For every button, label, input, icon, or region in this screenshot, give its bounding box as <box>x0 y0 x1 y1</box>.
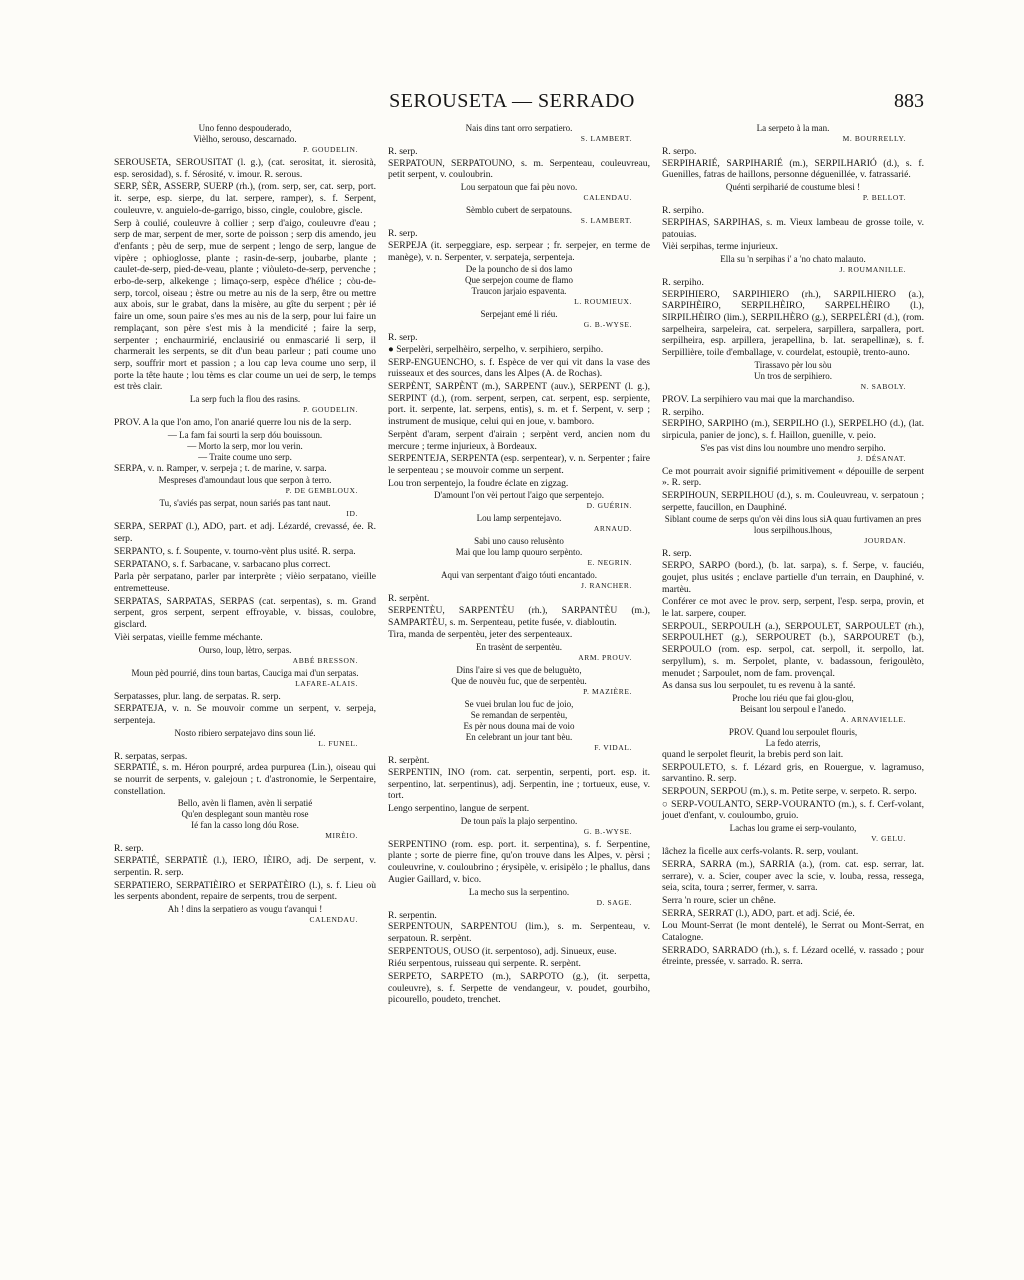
quotation-author: LAFARE-ALAIS. <box>295 678 358 688</box>
quotation-line: Ié fan la casso long dóu Rose. <box>191 820 299 831</box>
etymology-ref: R. serpiho. <box>662 205 704 217</box>
dictionary-entry: SERPENTINO (rom. esp. port. it. serpentina), s. f. Serpentine, plante ; sorte de pierre fine, qu'on trouve dans les Alpes, v. pèrsi ; couleuvrine, v. couloubrino ; érysipèle, v. erisipèlo ; le phallus, dans Augier Gaillard, v. bico. <box>388 838 650 885</box>
quotation-line: Nosto ribiero serpatejavo dins soun lié. <box>174 727 316 738</box>
dictionary-entry: SERPENTIN, INO (rom. cat. serpentin, serpenti, port. esp. it. serpentino, lat. serpentinus), adj. Serpentin, ine ; tortueux, euse, v. tort. <box>388 766 650 802</box>
quotation-author: P. GOUDELIN. <box>303 145 358 154</box>
dictionary-entry: SERPATAS, SARPATAS, SERPAS (cat. serpentas), s. m. Grand serpent, gros serpent, serpent effroyable, v. bissas, coulobre, gisclard. <box>114 595 376 631</box>
dictionary-entry: SERPENTOUN, SARPENTOU (lim.), s. m. Serpenteau, v. serpatoun. R. serpènt. <box>388 921 650 944</box>
dictionary-entry: SERPANTO, s. f. Soupente, v. tourno-vènt plus usité. R. serpa. <box>114 545 356 557</box>
quotation-line: Lou serpatoun que fai pèu novo. <box>460 182 578 193</box>
quotation-author: ID. <box>346 509 358 519</box>
quotation-line: Siblant coume de serps qu'on vèi dins lous siA quau furtivamen an pres lous serpilhous.lhous, <box>664 514 922 536</box>
dictionary-entry: SERPÈNT, SARPÈNT (m.), SARPENT (auv.), SERPENT (l. g.), SERPINT (d.), (rom. serpent, serpen, cat. serpent, esp. serpiente, port. it. serpente, lat. serpens, entis), s. m. et f. Serpent, v. serp ; instrument de musique, celui qui en joue, v. bamboro. <box>388 381 650 428</box>
page-number: 883 <box>894 90 924 112</box>
quotation-author: V. GELU. <box>871 834 906 844</box>
quotation-line: Se remandan de serpentèu, <box>470 710 568 721</box>
dictionary-entry: SERPATIÉ, s. m. Héron pourpré, ardea purpurea (Lin.), oiseau qui se nourrit de serpents, v. galejoun ; t. d'astronomie, le Serpentaire, constellation. <box>114 762 376 797</box>
quotation-author: ARM. PROUV. <box>578 653 632 663</box>
dictionary-entry: As dansa sus lou serpoulet, tu es revenu à la santé. <box>662 680 856 692</box>
dictionary-entry: SERPATEJA, v. n. Se mouvoir comme un serpent, v. serpeja, serpenteja. <box>114 703 376 726</box>
quotation-line: Tirassavo pèr lou sòu <box>754 359 832 370</box>
dictionary-entry: SERRADO, SARRADO (rh.), s. f. Lézard ocellé, v. rassado ; pour étreinte, pressée, v. sarrado. R. serra. <box>662 944 924 968</box>
dictionary-entry: SERPIHARIÉ, SARPIHARIÉ (m.), SERPILHARIÓ (d.), s. f. Guenilles, fatras de haillons, personne déguenillée, v. fatrassarié. <box>662 157 924 181</box>
dictionary-entry: SEROUSETA, SEROUSITAT (l. g.), (cat. serositat, it. sierosità, esp. serosidad), s. f. Sérosité, v. imour. R. serous. <box>114 157 376 180</box>
quotation-author: G. B.-WYSE. <box>583 826 632 836</box>
quotation-line: D'amount l'on vèi pertout l'aigo que serpentejo. <box>433 490 605 501</box>
quotation-author: J. DÉSANAT. <box>857 453 906 463</box>
quotation-author: N. SABOLY. <box>860 381 906 391</box>
dictionary-entry: SERPEJA (it. serpeggiare, esp. serpear ; fr. serpejer, en terme de manège), v. n. Serpenter, v. serpateja, serpenteja. <box>388 239 650 263</box>
quotation-author: CALENDAU. <box>309 914 358 924</box>
quotation-line: Moun pèd pourrié, dins toun bartas, Cauciga mai d'un serpatas. <box>131 667 359 678</box>
quotation-author: ARNAUD. <box>593 524 632 534</box>
dictionary-entry: SERPA, v. n. Ramper, v. serpeja ; t. de marine, v. sarpa. <box>114 462 327 474</box>
quotation-author: L. ROUMIEUX. <box>574 297 632 307</box>
quotation-author: P. DE GEMBLOUX. <box>285 486 358 496</box>
dictionary-entry: Conférer ce mot avec le prov. serp, serpent, l'esp. serpa, provin, et le lat. sarpere, couper. <box>662 596 924 619</box>
dictionary-entry: SERRA, SERRAT (l.), ADO, part. et adj. Scié, ée. <box>662 907 855 919</box>
quotation-line: S'es pas vist dins lou noumbre uno mendro serpiho. <box>700 442 886 453</box>
quotation-line: Ah ! dins la serpatiero as vougu t'avanqui ! <box>167 903 323 914</box>
quotation-line: Serpejant emé li riéu. <box>480 309 558 320</box>
dictionary-entry: Lou Mount-Serrat (le mont dentelé), le Serrat ou Mont-Serrat, en Catalogne. <box>662 920 924 944</box>
quotation-author: J. RANCHER. <box>581 581 632 591</box>
quotation-line: De la pouncho de si dos lamo <box>465 264 573 275</box>
quotation-line: Bello, avèn li flamen, avèn li serpatié <box>177 798 313 809</box>
etymology-ref: R. serpatas, serpas. <box>114 750 188 762</box>
quotation-author: G. B.-WYSE. <box>583 320 632 330</box>
dictionary-entry: SERPOUN, SERPOU (m.), s. m. Petite serpe, v. serpeto. R. serpo. <box>662 786 917 798</box>
quotation-line: La fedo aterris, <box>765 737 821 748</box>
quotation-line: — Traite coume uno serp. <box>198 451 292 462</box>
quotation-author: J. ROUMANILLE. <box>839 264 906 274</box>
quotation-line: Sèmblo cubert de serpatouns. <box>466 205 572 216</box>
dictionary-entry: Lengo serpentino, langue de serpent. <box>388 802 530 814</box>
quotation-line: Dins l'aire si ves que de beluguèto, <box>456 665 582 676</box>
dictionary-entry: SERPIHIERO, SARPIHIERO (rh.), SARPILHIERO (a.), SARPIHÈIRO, SERPILHÈIRO, SARPELHÈIRO (l.), SIRPILHÈIRO (lim.), SERPILHÈRO (g.), SERPELÈRI (d.), (rom. sarpelheira, sarpeleira, cat. serpelera, sarpillera, sarpallera, port. serpilheira, esp. arpillera, jerapellina, b. lat. serapellinæ), s. f. Serpillière, toile d'emballage, v. courdelat, estoupiè, trento-auno. <box>662 288 924 359</box>
dictionary-entry: PROV. A la que l'on amo, l'on anarié querre lou nis de la serp. <box>114 417 352 429</box>
quotation-line: Aqui van serpentant d'aigo tóuti encantado. <box>440 570 598 581</box>
dictionary-entry: SERPATIERO, SERPATIÈIRO et SERPATÈIRO (l.), s. f. Lieu où les serpents abondent, repaire de serpents, trou de serpent. <box>114 879 376 903</box>
quotation-line: En trasènt de serpentèu. <box>476 642 562 653</box>
quotation-line: Uno fenno despouderado, <box>198 123 292 133</box>
quotation-line: Mai que lou lamp quouro serpènto. <box>455 547 583 558</box>
dictionary-entry: Ce mot pourrait avoir signifié primitivement « dépouille de serpent ». R. serp. <box>662 465 924 489</box>
dictionary-entry: SERP-ENGUENCHO, s. f. Espèce de ver qui vit dans la vase des ruisseaux et des sources, dans les Alpes (A. de Rochas). <box>388 356 650 380</box>
dictionary-entry: SERPIHOUN, SERPILHOU (d.), s. m. Couleuvreau, v. serpatoun ; serpette, faucillon, en Dauphiné. <box>662 490 924 513</box>
quotation-line: Traucon jarjaio espaventa. <box>471 286 567 297</box>
dictionary-entry: SERPO, SARPO (bord.), (b. lat. sarpa), s. f. Serpe, v. fauciéu, goujet, plus usités ; enclave partielle d'un terrain, en Dauphiné, v. martèu. <box>662 560 924 595</box>
quotation-line: La serp fuch la flou des rasins. <box>189 394 301 405</box>
dictionary-entry: Vièi serpihas, terme injurieux. <box>662 241 778 253</box>
quotation-author: S. LAMBERT. <box>580 134 632 143</box>
etymology-ref: R. serpiho. <box>662 276 704 288</box>
dictionary-entry: Serpènt d'aram, serpent d'airain ; serpènt verd, ancien nom du mercure ; terme injurieux, à Bordeaux. <box>388 428 650 452</box>
quotation-line: La mecho sus la serpentino. <box>468 886 570 897</box>
quotation-line: Se vuei brulan lou fuc de joio, <box>464 699 574 710</box>
quotation-line: Qu'en desplegant soun mantèu rose <box>181 809 309 820</box>
column-right <box>662 123 924 969</box>
dictionary-entry: Vièi serpatas, vieille femme méchante. <box>114 631 263 643</box>
etymology-ref: R. serp. <box>388 228 418 240</box>
etymology-ref: R. serp. <box>662 548 692 560</box>
quotation-line: Lachas lou grame ei serp-voulanto, <box>729 823 857 834</box>
quotation-line: — Morto la serp, mor lou verin. <box>187 440 303 451</box>
quotation-line: La serpeto à la man. <box>756 123 830 133</box>
dictionary-entry: SERPOULETO, s. f. Lézard gris, en Rouergue, v. lagramuso, sarvantino. R. serp. <box>662 761 924 785</box>
quotation-author: P. BELLOT. <box>862 193 906 203</box>
quotation-line: Proche lou riéu que fai glou-glou, <box>732 692 854 703</box>
quotation-author: JOURDAN. <box>864 536 906 546</box>
quotation-author: MIRÈIO. <box>325 831 358 841</box>
etymology-ref: R. serpo. <box>662 146 697 157</box>
quotation-line: Tu, s'aviés pas serpat, noun sariés pas tant naut. <box>159 498 331 509</box>
etymology-ref: R. serp. <box>388 146 418 157</box>
dictionary-entry: SERPENTÈU, SARPENTÈU (rh.), SARPANTÈU (m.), SAMPARTÈU, s. m. Serpenteau, petite fusée, v. diabloutin. <box>388 605 650 628</box>
dictionary-entry: Serp à coulié, couleuvre à collier ; serp d'aigo, couleuvre d'eau ; serp de mar, serpent de mer, sorte de poisson ; serp dis amendo, jeu d'enfants ; pèu de serp, mue de serpent ; lengo de serp, langue de vipère ; ophioglosse, plante ; rasin-de-serp, joubarbe, plante ; caulet-de-serp, pied-de-veau, plante ; viòuleto-de-serp, pervenche ; erbo-de-serp, alkekenge ; limaço-serp, espèce d'hélice ; còu-de-serp, torcol, oiseau ; èstre ou metre au nis de la serp, être ou mettre aux abois, sur le grabat, dans la misère, au gîte du serpent ; pèr ié faire un ome, soun paire s'es mes au nis de la serp, pour lui faire un remplaçant, son père s'est mis à la mendicité ; faire la serp, serpenter ; enchaurmirié, enclausirié ou enmascarié li serp, il charmerait les serpents, se dit d'un beau parleur ; pati coume uno serp, souffrir mort et passion ; a lou cap leva coume uno serp, il porte la tête haute ; lou tèms es clar coume un uei de serp, le temps est très clair. <box>114 217 376 393</box>
column-left <box>114 123 376 927</box>
quotation-author: P. GOUDELIN. <box>303 405 358 415</box>
quotation-line: Lou lamp serpentejavo. <box>476 513 562 524</box>
quotation-line: Sabi uno causo relusènto <box>474 536 564 547</box>
quotation-line: Quénti serpiharié de coustume blesi ! <box>725 182 861 193</box>
quotation-line: Que de nouvèu fuc, que de serpentèu. <box>451 676 587 687</box>
dictionary-entry: SERPATOUN, SERPATOUNO, s. m. Serpenteau, couleuvreau, petit serpent, v. couloubrin. <box>388 157 650 181</box>
quotation-line: Beisant lou serpoul e l'anedo. <box>740 703 846 714</box>
page-header <box>0 90 1024 118</box>
etymology-ref: R. serpènt. <box>388 755 430 767</box>
dictionary-entry: Serra 'n roure, scier un chêne. <box>662 894 776 906</box>
quotation-line: Vièlho, serouso, descarnado. <box>193 134 297 144</box>
dictionary-entry: SERPETO, SARPETO (m.), SARPOTO (g.), (it. serpetta, couleuvre), s. f. Serpette de vendangeur, v. poudet, gourbiho, picourello, poudeto, trenchet. <box>388 971 650 1006</box>
dictionary-entry: quand le serpolet fleurit, la brebis perd son lait. <box>662 748 844 760</box>
quotation-author: P. MAZIÈRE. <box>583 687 632 697</box>
dictionary-entry: PROV. La serpihiero vau mai que la marchandiso. <box>662 393 855 405</box>
etymology-ref: R. serpènt. <box>388 593 430 605</box>
column-middle <box>388 123 650 1007</box>
quotation-author: A. ARNAVIELLE. <box>840 714 906 724</box>
quotation-author: M. BOURRELLY. <box>842 134 906 143</box>
etymology-ref: R. serp. <box>388 332 418 344</box>
quotation-line: Es pèr nous douna mai de voio <box>463 721 575 732</box>
dictionary-entry: Lou tron serpentejo, la foudre éclate en zigzag. <box>388 477 569 489</box>
etymology-ref: R. serpentin. <box>388 909 437 921</box>
dictionary-entry: Tira, manda de serpentèu, jeter des serpenteaux. <box>388 629 573 641</box>
dictionary-entry: SERP, SÈR, ASSERP, SUERP (rh.), (rom. serp, ser, cat. serp, port. it. serpe, esp. sierpe, du lat. serpere, ramper), s. f. Serpent, couleuvre, v. anguielo-de-garrigo, bisso, cingle, coulobre, giscle. <box>114 181 376 216</box>
dictionary-entry: Serpatasses, plur. lang. de serpatas. R. serp. <box>114 690 281 702</box>
quotation-line: — La fam fai sourti la serp dóu bouissoun. <box>167 429 323 440</box>
dictionary-entry: SERRA, SARRA (m.), SARRIA (a.), (rom. cat. esp. serrar, lat. serrare), v. a. Scier, couper avec la scie, v. louba, ressa, ressega, seia, scita, toura ; serrer, fermer, v. sarra. <box>662 858 924 894</box>
quotation-author: D. GUÉRIN. <box>586 501 632 511</box>
dictionary-entry: SERPOUL, SERPOULH (a.), SERPOULET, SARPOULET (rh.), SERPOULHET (g.), SERPOURET (b.), SARPOURET (b.), SERPOULO (rom. esp. serpol, cat. serpoll, it. serpollo, lat. serpyllum), s. m. Serpolet, plante, v. badassoun, ferigoulèto, menudet ; Sarpoulet, nom de fam. provençal. <box>662 620 924 679</box>
quotation-author: S. LAMBERT. <box>580 216 632 226</box>
etymology-ref: R. serpiho. <box>662 406 704 418</box>
quotation-line: Un tros de serpihiero. <box>754 370 832 381</box>
dictionary-entry: SERPATIÉ, SERPATIÈ (l.), IERO, IÈIRO, adj. De serpent, v. serpentin. R. serp. <box>114 855 376 878</box>
dictionary-entry: lâchez la ficelle aux cerfs-volants. R. serp, voulant. <box>662 846 859 858</box>
quotation-author: E. NEGRIN. <box>587 558 632 568</box>
quotation-author: L. FUNEL. <box>318 738 358 748</box>
dictionary-entry: SERPATANO, s. f. Sarbacane, v. sarbacano plus correct. <box>114 558 331 570</box>
quotation-author: F. VIDAL. <box>594 743 632 753</box>
dictionary-entry: SERPENTEJA, SERPENTA (esp. serpentear), v. n. Serpenter ; faire le serpenteau ; se mouvoir comme un serpent. <box>388 453 650 476</box>
quotation-line: En celebrant un jour tant bèu. <box>465 732 573 743</box>
quotation-line: Nais dins tant orro serpatiero. <box>465 123 573 133</box>
quotation-author: D. SAGE. <box>596 897 632 907</box>
quotation-line: Ourso, loup, lètro, serpas. <box>198 644 292 655</box>
quotation-line: PROV. Quand lou serpoulet flouris, <box>728 726 858 737</box>
quotation-line: De toun païs la plajo serpentino. <box>460 815 578 826</box>
dictionary-entry: Parla pèr serpatano, parler par interprète ; vièio serpatano, vieille entremetteuse. <box>114 571 376 594</box>
quotation-line: Que serpejon coume de flamo <box>465 275 573 286</box>
dictionary-entry: ○ SERP-VOULANTO, SERP-VOURANTO (m.), s. f. Cerf-volant, jouet d'enfant, v. couloumbo, gruio. <box>662 798 924 822</box>
dictionary-entry: SERPENTOUS, OUSO (it. serpentoso), adj. Sinueux, euse. <box>388 945 617 957</box>
running-title: SEROUSETA — SERRADO <box>389 90 635 112</box>
dictionary-entry: SERPIHO, SARPIHO (m.), SERPILHO (l.), SERPELHO (d.), (lat. sirpicula, panier de jonc), s. f. Haillon, guenille, v. peio. <box>662 418 924 441</box>
dictionary-entry: ● Serpelèri, serpelhèiro, serpelho, v. serpihiero, serpiho. <box>388 343 604 355</box>
quotation-author: CALENDAU. <box>583 193 632 203</box>
dictionary-entry: SERPA, SERPAT (l.), ADO, part. et adj. Lézardé, crevassé, ée. R. serp. <box>114 521 376 545</box>
quotation-line: Ella su 'n serpihas i' a 'no chato malauto. <box>720 253 866 264</box>
dictionary-entry: SERPIHAS, SARPIHAS, s. m. Vieux lambeau de grosse toile, v. patouias. <box>662 216 924 240</box>
dictionary-entry: Riéu serpentous, ruisseau qui serpente. R. serpènt. <box>388 958 581 970</box>
etymology-ref: R. serp. <box>114 843 144 855</box>
quotation-line: Mespreses d'amoundaut lous que serpon à terro. <box>158 475 332 486</box>
quotation-author: ABBÉ BRESSON. <box>292 655 358 665</box>
